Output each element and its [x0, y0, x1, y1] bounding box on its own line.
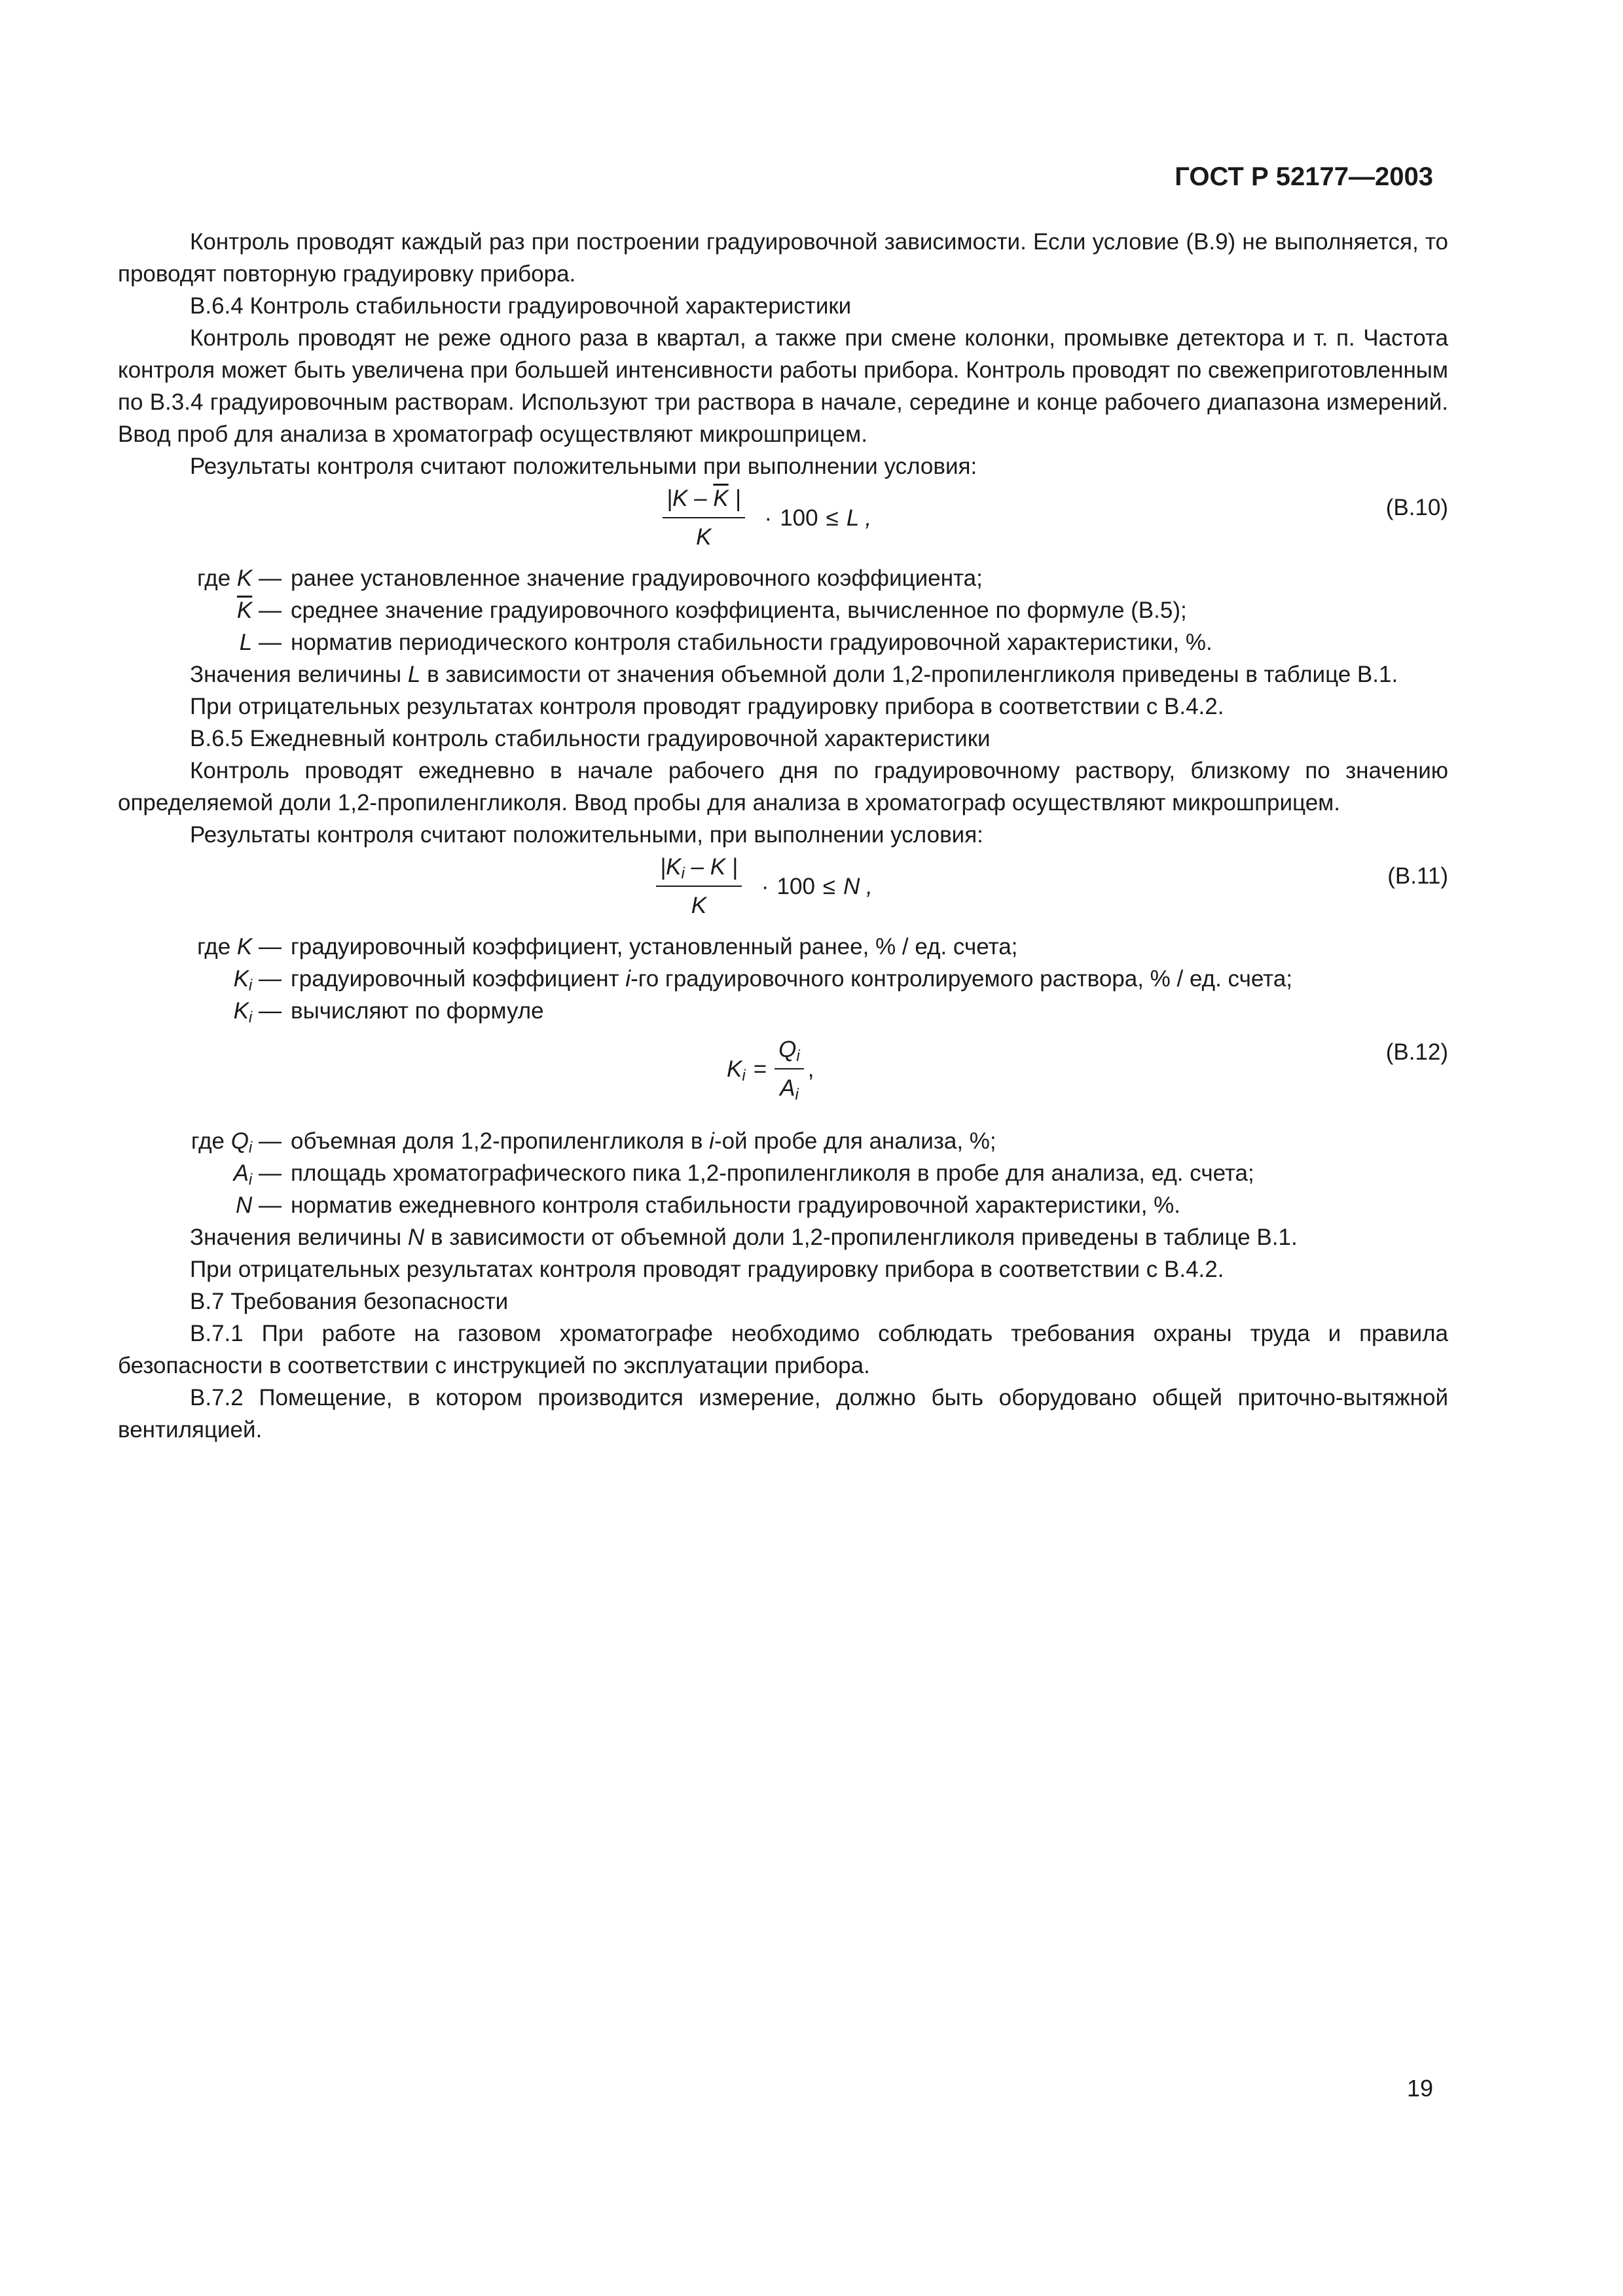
formula-rhs: L ,: [846, 505, 872, 531]
legend-symbol: где K —: [197, 565, 282, 591]
paragraph: Значения величины L в зависимости от значения объемной доли 1,2-пропиленгликоля приведены в таблице В.1.: [190, 662, 1398, 687]
legend-symbol: $K_i$ —: [233, 998, 282, 1026]
formula-b10-expression: [663, 482, 871, 553]
legend-description: площадь хроматографического пика 1,2-пропиленгликоля в пробе для анализа, ед. счета;: [291, 1160, 1254, 1186]
legend-row: [118, 562, 1448, 594]
formula-b12: [118, 1027, 1448, 1125]
fraction-numerator: $|K - \overline{K}$ |: [663, 482, 745, 518]
legend-row: [118, 1189, 1448, 1221]
section-title-b64: В.6.4 Контроль стабильности градуировочной характеристики: [190, 293, 852, 319]
paragraph: При отрицательных результатах контроля проводят градуировку прибора в соответствии с В.4.2.: [190, 1257, 1224, 1282]
fraction: [656, 851, 742, 922]
page-body: [118, 226, 1448, 1446]
legend-row: [118, 995, 1448, 1027]
legend-description: норматив периодического контроля стабильности градуировочной характеристики, %.: [291, 630, 1213, 655]
fraction-denominator: K: [696, 524, 712, 550]
legend-description: градуировочный коэффициент, установленный ранее, % / ед. счета;: [291, 934, 1018, 960]
paragraph: Значения величины N в зависимости от объемной доли 1,2-пропиленгликоля приведены в таблице В.1.: [190, 1225, 1298, 1250]
formula-b11: [118, 851, 1448, 931]
constant-value: 100: [780, 505, 818, 531]
legend-symbol: L —: [239, 630, 282, 655]
paragraph: Результаты контроля считают положительными, при выполнении условия:: [190, 822, 983, 848]
legend-row: [118, 1157, 1448, 1189]
formula-b11-expression: [656, 851, 873, 922]
legend-description: градуировочный коэффициент i-го градуировочного контролируемого раствора, % / ед. счета;: [291, 966, 1293, 992]
legend-description: ранее установленное значение градуировочного коэффициента;: [291, 565, 983, 591]
constant-value: 100: [776, 873, 815, 899]
paragraph: Контроль проводят каждый раз при построении градуировочной зависимости. Если условие (В.9) не выполняется, то проводят повторную градуировку прибора.: [118, 229, 1448, 287]
fraction-numerator: $Q_i$: [775, 1033, 804, 1069]
formula-lhs: $K_i$: [727, 1056, 746, 1085]
legend-row: [118, 931, 1448, 963]
equation-number: (В.10): [1385, 495, 1448, 520]
paragraph: В.7.1 При работе на газовом хроматографе необходимо соблюдать требования охраны труда и правила безопасности в соответствии с инструкцией по эксплуатации прибора.: [118, 1321, 1448, 1378]
legend-symbol: N —: [235, 1193, 282, 1218]
fraction: [663, 482, 745, 553]
standard-designation: ГОСТ Р 52177—2003: [1175, 162, 1433, 191]
fraction-denominator: $A_i$: [780, 1075, 799, 1103]
relation-sign: ≤: [822, 873, 836, 899]
paragraph: При отрицательных результатах контроля проводят градуировку прибора в соответствии с В.4.2.: [190, 694, 1224, 719]
relation-sign: ≤: [826, 505, 839, 531]
formula-b12-expression: [727, 1033, 814, 1104]
paragraph: В.7.2 Помещение, в котором производится измерение, должно быть оборудовано общей приточно-вытяжной вентиляцией.: [118, 1385, 1448, 1443]
formula-rhs: N ,: [843, 873, 873, 899]
legend-row: [118, 963, 1448, 995]
formula-b10: [118, 482, 1448, 562]
legend-symbol: $A_i$ —: [233, 1160, 282, 1189]
legend-symbol: где $Q_i$ —: [191, 1128, 282, 1157]
multiply-sign: ·: [761, 873, 769, 899]
paragraph: Результаты контроля считают положительными при выполнении условия:: [190, 454, 977, 479]
paragraph: Контроль проводят ежедневно в начале рабочего дня по градуировочному раствору, близкому по значению определяемой доли 1,2-пропиленгликоля. Ввод пробы для анализа в хроматограф осуществляют микрошприцем.: [118, 758, 1448, 816]
formula-comma: ,: [807, 1056, 814, 1082]
equation-number: (В.12): [1385, 1039, 1448, 1065]
fraction-numerator: $|K_i$ – K |: [656, 851, 742, 887]
legend-description: норматив ежедневного контроля стабильности градуировочной характеристики, %.: [291, 1193, 1181, 1218]
legend-symbol: $K_i$ —: [233, 966, 282, 994]
equals-sign: =: [753, 1056, 767, 1082]
legend-description: объемная доля 1,2-пропиленгликоля в i-ой пробе для анализа, %;: [291, 1128, 996, 1154]
multiply-sign: ·: [764, 505, 773, 531]
paragraph: Контроль проводят не реже одного раза в квартал, а также при смене колонки, промывке детектора и т. п. Частота контроля может быть увеличена при большей интенсивности работы прибора. Контроль проводят по свежеприготовленным по В.3.4 градуировочным растворам. Используют три раствора в начале, середине и конце рабочего диапазона измерений. Ввод проб для анализа в хроматограф осуществляют микрошприцем.: [118, 325, 1448, 447]
legend-row: [118, 626, 1448, 658]
legend-symbol: где K —: [197, 934, 282, 960]
legend-description: среднее значение градуировочного коэффициента, вычисленное по формуле (В.5);: [291, 598, 1187, 623]
equation-number: (В.11): [1387, 863, 1448, 889]
legend-symbol: $\overline{K}$ —: [236, 598, 282, 623]
legend-description: вычисляют по формуле: [291, 998, 544, 1024]
fraction-denominator: K: [691, 893, 707, 918]
legend-row: [118, 594, 1448, 626]
fraction: [775, 1033, 804, 1104]
page-number: 19: [1406, 2075, 1433, 2102]
section-title-b7: В.7 Требования безопасности: [190, 1289, 509, 1314]
legend-row: [118, 1125, 1448, 1157]
section-title-b65: В.6.5 Ежедневный контроль стабильности градуировочной характеристики: [190, 726, 991, 751]
